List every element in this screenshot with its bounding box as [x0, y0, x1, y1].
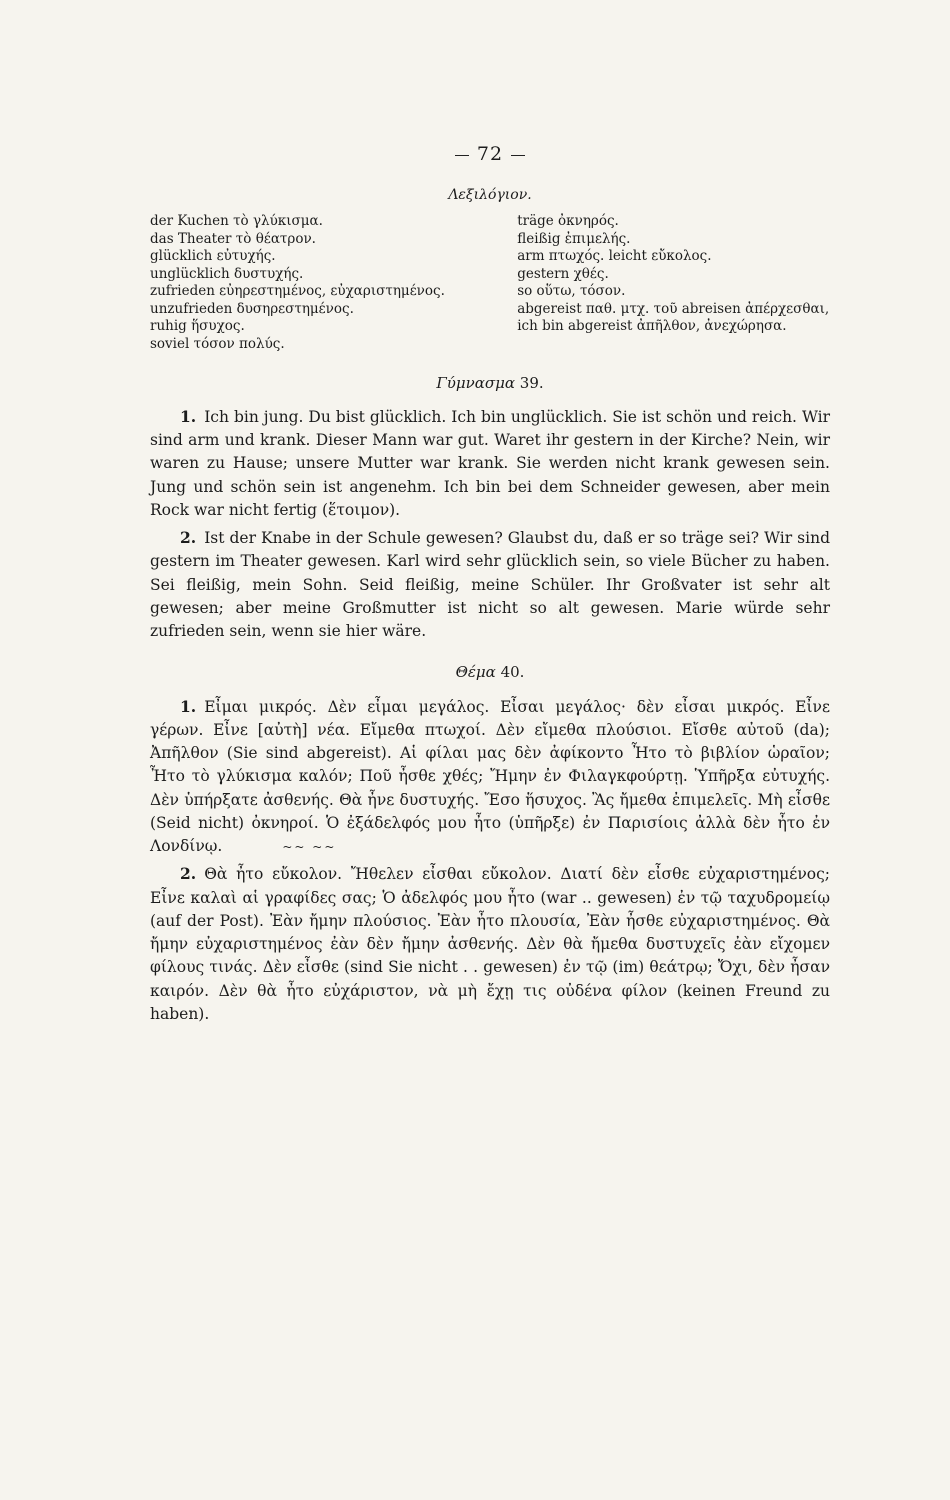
- page-number-value: 72: [476, 143, 504, 165]
- paragraph-number: 1.: [180, 696, 197, 716]
- lexicon-entry: träge ὀκνηρός.: [517, 213, 619, 230]
- lexicon-entry: zufrieden εὐηρεστημένος, εὐχαριστημένος.: [150, 283, 445, 300]
- paragraph-number: 1.: [180, 406, 197, 426]
- paragraph-number: 2.: [180, 528, 197, 547]
- lexicon-heading: Λεξιλόγιον.: [448, 187, 532, 204]
- paragraph-text: Ich bin jung. Du bist glücklich. Ich bin unglücklich. Sie ist schön und reich. Wir sind arm und krank. Dieser Mann war gut. Waret ihr gestern in der Kirche? Nein, wir waren zu Hause; unsere Mutter war krank. Sie werden nicht krank gewesen sein. Jung und schön sein ist angenehm. Ich bin bei dem Schneider gewesen, aber mein Rock war nicht fertig (ἕτοιμον).: [150, 407, 830, 519]
- paragraph-text: Θὰ ἦτο εὔκολον. Ἤθελεν εἶσθαι εὔκολον. Διατί δὲν εἶσθε εὐχαριστημένος; Εἶνε καλαὶ αἱ γραφίδες σας; Ὁ ἀδελφός μου ἦτο (war .. gewesen) ἐν τῷ ταχυδρομείῳ (auf der Post). Ἐὰν ἤμην πλούσιος. Ἐὰν ἦτο πλουσία, Ἐὰν ἦσθε εὐχαριστημένος. Θὰ ἤμην εὐχαριστημένος ἐὰν δὲν ἤμην ἀσθενής. Δὲν θὰ ἤμεθα δυστυχεῖς ἐὰν εἴχομεν φίλους τινάς. Δὲν εἶσθε (sind Sie nicht . . gewesen) ἐν τῷ (im) θεάτρῳ; Ὄχι, δὲν ἦσαν καιρόν. Δὲν θὰ ἦτο εὐχάριστον, νὰ μὴ ἔχῃ τις οὐδένα φίλον (keinen Freund zu haben).: [150, 865, 830, 1023]
- lexicon-entry: gestern χθές.: [517, 265, 609, 282]
- exercise-39-paragraph-1: [150, 405, 830, 522]
- lexicon-entry: unglücklich δυστυχής.: [150, 265, 304, 282]
- lexicon-entry: der Kuchen τὸ γλύκισμα.: [150, 213, 323, 230]
- lexicon-entry: soviel τόσον πολύς.: [150, 335, 285, 352]
- lexicon-entry: abgereist παθ. μτχ. τοῦ abreisen ἀπέρχεσθαι, ich bin abgereist ἀπῆλθον, ἀνεχώρησα.: [517, 300, 830, 335]
- page-number: [150, 140, 830, 169]
- exercise-40-title: [150, 661, 830, 684]
- printer-squiggle-ornament: ~~ ~~: [282, 840, 337, 854]
- book-page: [150, 140, 830, 1030]
- lexicon-entry: arm πτωχός. leicht εὔκολος.: [517, 248, 712, 265]
- exercise-40-paragraph-2: [150, 862, 830, 1026]
- exercise-39-number: 39.: [519, 373, 544, 392]
- exercise-39-title: [150, 372, 830, 395]
- paragraph-number: 2.: [180, 864, 197, 884]
- dash-right: [511, 155, 525, 156]
- exercise-39-paragraph-2: [150, 526, 830, 643]
- dash-left: [455, 155, 469, 156]
- lexicon: [150, 213, 830, 353]
- lexicon-entry: unzufrieden δυσηρεστημένος.: [150, 300, 354, 317]
- lexicon-left-column: [150, 213, 476, 353]
- lexicon-entry: das Theater τὸ θέατρον.: [150, 230, 316, 247]
- lexicon-entry: ruhig ἥσυχος.: [150, 318, 245, 335]
- lexicon-entry: glücklich εὐτυχής.: [150, 248, 276, 265]
- paragraph-text: Ist der Knabe in der Schule gewesen? Glaubst du, daß er so träge sei? Wir sind gestern im Theater gewesen. Karl wird sehr glücklich sein, so viele Bücher zu haben. Sei fleißig, mein Sohn. Seid fleißig, meine Schüler. Ihr Großvater ist sehr alt gewesen; aber meine Großmutter ist nicht so alt gewesen. Marie würde sehr zufrieden sein, wenn sie hier wäre.: [150, 529, 830, 640]
- paragraph-text: Εἶμαι μικρός. Δὲν εἶμαι μεγάλος. Εἶσαι μεγάλος· δὲν εἶσαι μικρός. Εἶνε γέρων. Εἶνε [αὐτὴ] νέα. Εἴμεθα πτωχοί. Δὲν εἴμεθα πλούσιοι. Εἴσθε αὐτοῦ (da); Ἀπῆλθον (Sie sind abgereist). Αἱ φίλαι μας δὲν ἀφίκοντο Ἦτο τὸ βιβλίον ὡραῖον; Ἦτο τὸ γλύκισμα καλόν; Ποῦ ἦσθε χθές; Ἤμην ἐν Φιλαγκφούρτῃ. Ὑπῆρξα εὐτυχής. Δὲν ὑπήρξατε ἀσθενής. Θὰ ἦνε δυστυχής. Ἔσο ἥσυχος. Ἂς ἤμεθα ἐπιμελεῖς. Μὴ εἶσθε (Seid nicht) ὀκνηροί. Ὁ ἐξάδελφός μου ἦτο (ὑπῆρξε) ἐν Παρισίοις ἀλλὰ δὲν ἦτο ἐν Λονδίνῳ.: [150, 697, 830, 855]
- lexicon-right-column: [517, 213, 830, 353]
- exercise-39-label: Γύμνασμα: [436, 373, 515, 392]
- lexicon-entry: so οὕτω, τόσον.: [517, 283, 626, 300]
- exercise-40-label: Θέμα: [455, 663, 496, 682]
- exercise-40-paragraph-1: [150, 695, 830, 859]
- exercise-40-number: 40.: [500, 663, 525, 682]
- lexicon-entry: fleißig ἐπιμελής.: [517, 230, 631, 247]
